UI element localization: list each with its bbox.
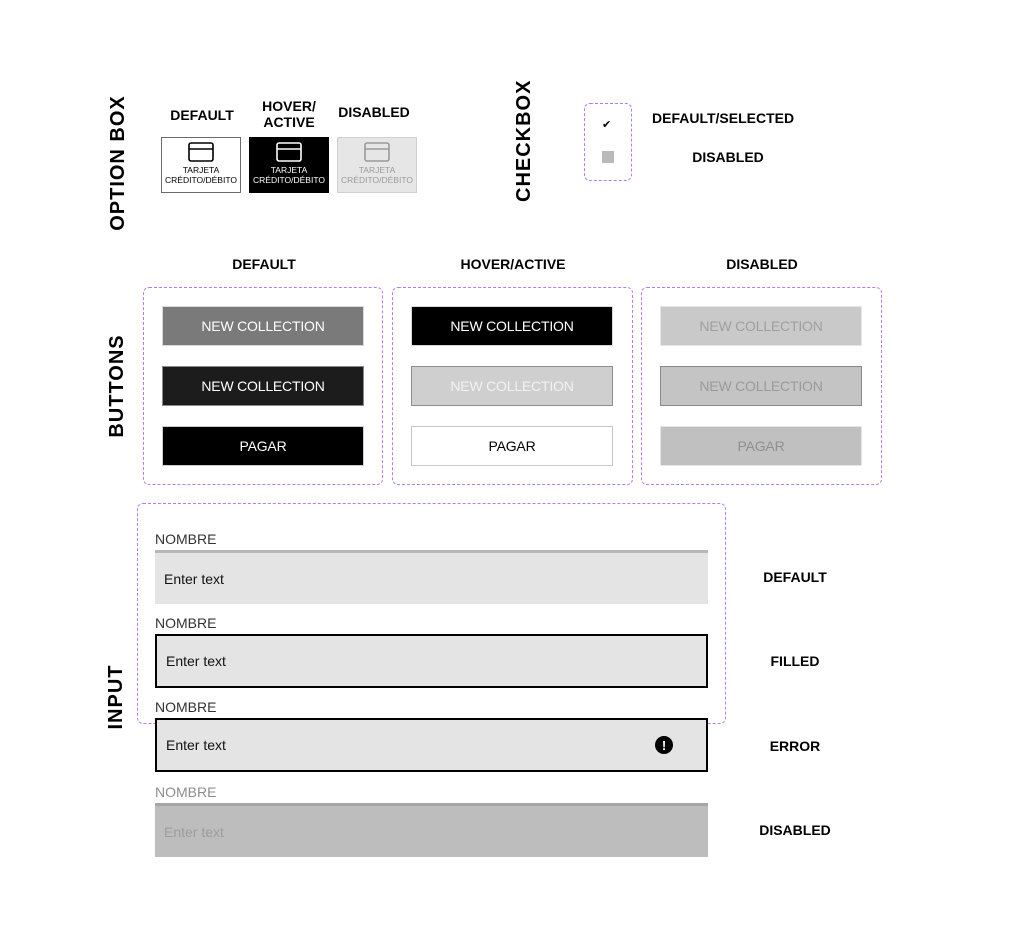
text-input-filled[interactable] — [155, 634, 708, 688]
buttons-col-default: DEFAULT — [232, 256, 296, 272]
option-card-line1: TARJETA — [358, 165, 396, 175]
buttons-col-disabled: DISABLED — [726, 256, 798, 272]
option-state-disabled-label: DISABLED — [338, 104, 410, 120]
new-collection-button-default[interactable]: NEW COLLECTION — [162, 306, 364, 346]
input-placeholder: Enter text — [164, 823, 224, 840]
option-box-card-default[interactable] — [161, 137, 241, 193]
buttons-col-hover: HOVER/ACTIVE — [460, 256, 566, 272]
option-card-line1: TARJETA — [182, 165, 220, 175]
option-box-card-disabled — [337, 137, 417, 193]
checkbox-default-selected-label: DEFAULT/SELECTED — [652, 110, 795, 126]
section-title-input: INPUT — [105, 664, 127, 730]
text-input-error[interactable] — [155, 718, 708, 772]
input-label-filled: NOMBRE — [155, 615, 217, 631]
checkbox-group-outline — [584, 103, 632, 181]
section-title-buttons: BUTTONS — [106, 334, 128, 438]
checkbox-disabled — [602, 151, 614, 163]
pagar-button-default[interactable]: PAGAR — [162, 426, 364, 466]
text-input-disabled — [155, 803, 708, 857]
input-state-default: DEFAULT — [763, 569, 827, 585]
credit-card-icon — [188, 142, 214, 162]
input-label-disabled: NOMBRE — [155, 784, 217, 800]
section-title-checkbox: CHECKBOX — [513, 79, 535, 202]
input-value: Enter text — [166, 737, 226, 753]
checkbox-disabled-label: DISABLED — [692, 149, 764, 165]
option-card-line1: TARJETA — [270, 165, 308, 175]
input-label-default: NOMBRE — [155, 531, 217, 547]
section-title-option-box: OPTION BOX — [107, 95, 129, 231]
new-collection-button-hover[interactable]: NEW COLLECTION — [411, 306, 613, 346]
input-state-error: ERROR — [769, 738, 821, 754]
input-value: Enter text — [166, 653, 226, 669]
input-placeholder: Enter text — [164, 570, 224, 587]
new-collection-dark-button-default[interactable]: NEW COLLECTION — [162, 366, 364, 406]
option-state-hover-label: HOVER/ ACTIVE — [262, 98, 316, 130]
input-state-disabled: DISABLED — [759, 822, 831, 838]
pagar-button-hover[interactable]: PAGAR — [411, 426, 613, 466]
new-collection-button-disabled: NEW COLLECTION — [660, 306, 862, 346]
option-card-line2: CRÉDITO/DÉBITO — [253, 175, 325, 185]
input-group-outline — [137, 503, 726, 724]
check-icon: ✔ — [602, 119, 612, 131]
credit-card-icon — [276, 142, 302, 162]
option-card-line2: CRÉDITO/DÉBITO — [165, 175, 237, 185]
option-state-default-label: DEFAULT — [170, 107, 234, 123]
pagar-button-disabled: PAGAR — [660, 426, 862, 466]
option-box-card-hover[interactable] — [249, 137, 329, 193]
new-collection-dark-button-hover[interactable]: NEW COLLECTION — [411, 366, 613, 406]
error-icon: ! — [655, 736, 673, 754]
option-card-line2: CRÉDITO/DÉBITO — [341, 175, 413, 185]
credit-card-icon — [364, 142, 390, 162]
input-state-filled: FILLED — [770, 653, 820, 669]
text-input-default[interactable] — [155, 550, 708, 604]
input-label-error: NOMBRE — [155, 699, 217, 715]
checkbox-selected[interactable] — [601, 120, 613, 132]
new-collection-dark-button-disabled: NEW COLLECTION — [660, 366, 862, 406]
